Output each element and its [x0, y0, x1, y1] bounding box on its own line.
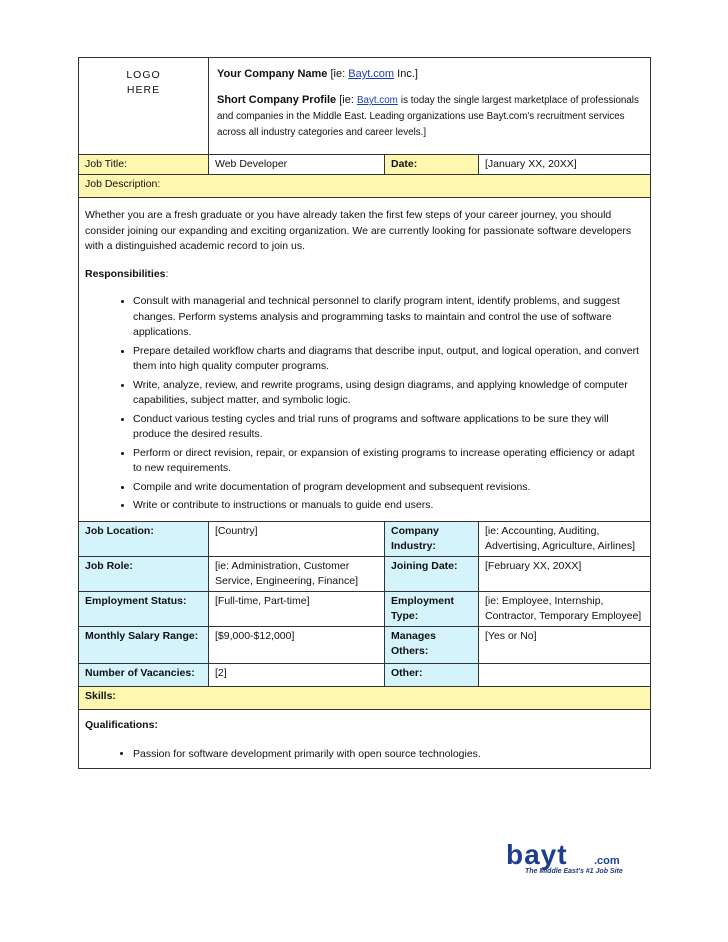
employment-type-label: Employment Type:	[385, 591, 479, 626]
job-location-label: Job Location:	[79, 521, 209, 556]
company-name-post: Inc.]	[394, 68, 418, 80]
qualifications-list	[85, 747, 644, 762]
joining-date-label: Joining Date:	[385, 556, 479, 591]
employment-status-value[interactable]: [Full-time, Part-time]	[209, 591, 385, 626]
date-value[interactable]: [January XX, 20XX]	[479, 155, 651, 175]
qualifications-body[interactable]	[79, 709, 651, 768]
header-row	[79, 58, 651, 155]
list-item: • Write or contribute to instructions or manuals to guide end users.	[133, 498, 644, 514]
job-description-header-row	[79, 175, 651, 198]
list-item: • Conduct various testing cycles and trial runs of programs and software applications to be sure they will produce the desired results.	[133, 412, 644, 443]
logo-placeholder	[79, 58, 209, 155]
date-label: Date:	[385, 155, 479, 175]
skills-row	[79, 686, 651, 709]
job-location-value[interactable]: [Country]	[209, 521, 385, 556]
logo-text-line1: LOGO	[126, 69, 161, 81]
job-description-intro: Whether you are a fresh graduate or you have already taken the first few steps of your career journey, you should consider joining our expanding and exciting organization. We are currently looking for passionate software developers with a distinguished academic record to join us.	[85, 209, 632, 252]
responsibilities-heading	[85, 267, 644, 283]
bayt-tagline: The Middle East's #1 Job Site	[525, 868, 623, 875]
logo-text-line2: HERE	[126, 84, 161, 96]
employment-status-label: Employment Status:	[79, 591, 209, 626]
list-item: • Passion for software development primarily with open source technologies.	[133, 747, 644, 762]
company-profile-link[interactable]: Bayt.com	[356, 95, 398, 106]
job-title-label: Job Title:	[79, 155, 209, 175]
list-item: • Perform or direct revision, repair, or expansion of existing programs to increase operating efficiency or adapt to new requirements.	[133, 446, 644, 477]
salary-row	[79, 626, 651, 663]
company-name-label: Your Company Name	[217, 68, 328, 80]
company-info	[209, 58, 651, 155]
company-industry-value[interactable]: [ie: Accounting, Auditing, Advertising, Agriculture, Airlines]	[479, 521, 651, 556]
company-name-link[interactable]: Bayt.com	[348, 68, 395, 80]
vacancies-row	[79, 663, 651, 686]
employment-row	[79, 591, 651, 626]
bayt-logo-text: bayt	[506, 840, 568, 870]
salary-range-value[interactable]: [$9,000-$12,000]	[209, 626, 385, 663]
company-profile-pre: [ie:	[339, 94, 357, 106]
vacancies-label: Number of Vacancies:	[79, 663, 209, 686]
company-profile-label: Short Company Profile	[217, 94, 337, 106]
company-name	[217, 66, 642, 82]
job-location-row	[79, 521, 651, 556]
job-description-form	[78, 57, 651, 769]
job-description-body[interactable]	[79, 198, 651, 522]
manages-others-label: Manages Others:	[385, 626, 479, 663]
responsibilities-list	[85, 294, 644, 514]
list-item: • Consult with managerial and technical personnel to clarify program intent, identify problems, and suggest changes. Perform systems analysis and programming tasks to maintain and control the use of software applications.	[133, 294, 644, 341]
other-value[interactable]	[479, 663, 651, 686]
bayt-logo-suffix: .com	[594, 855, 620, 867]
job-description-label: Job Description:	[79, 175, 651, 198]
job-role-row	[79, 556, 651, 591]
employment-type-value[interactable]: [ie: Employee, Internship, Contractor, Temporary Employee]	[479, 591, 651, 626]
job-description-body-row	[79, 198, 651, 522]
skills-label: Skills:	[79, 686, 651, 709]
job-title-row	[79, 155, 651, 175]
company-profile	[217, 92, 642, 140]
joining-date-value[interactable]: [February XX, 20XX]	[479, 556, 651, 591]
vacancies-value[interactable]: [2]	[209, 663, 385, 686]
list-item: • Compile and write documentation of program development and subsequent revisions.	[133, 480, 644, 496]
company-profile-text: is today the single largest marketplace of professionals and companies in the Middle East. Leading organizations use Bayt.com's recruitment services across all industry categories and career levels.]	[217, 95, 639, 138]
responsibilities-colon: :	[165, 267, 169, 280]
job-role-value[interactable]: [ie: Administration, Customer Service, Engineering, Finance]	[209, 556, 385, 591]
list-item: • Write, analyze, review, and rewrite programs, using design diagrams, and applying knowledge of computer capabilities, subject matter, and symbolic logic.	[133, 378, 644, 409]
job-role-label: Job Role:	[79, 556, 209, 591]
other-label: Other:	[385, 663, 479, 686]
qualifications-row	[79, 709, 651, 768]
job-title-value[interactable]: Web Developer	[209, 155, 385, 175]
qualifications-label: Qualifications:	[85, 718, 158, 731]
manages-others-value[interactable]: [Yes or No]	[479, 626, 651, 663]
responsibilities-label: Responsibilities	[85, 267, 166, 280]
list-item: • Prepare detailed workflow charts and diagrams that describe input, output, and logical operation, and convert them into high quality computer programs.	[133, 344, 644, 375]
company-name-pre: [ie:	[330, 68, 349, 80]
company-industry-label: Company Industry:	[385, 521, 479, 556]
salary-range-label: Monthly Salary Range:	[79, 626, 209, 663]
